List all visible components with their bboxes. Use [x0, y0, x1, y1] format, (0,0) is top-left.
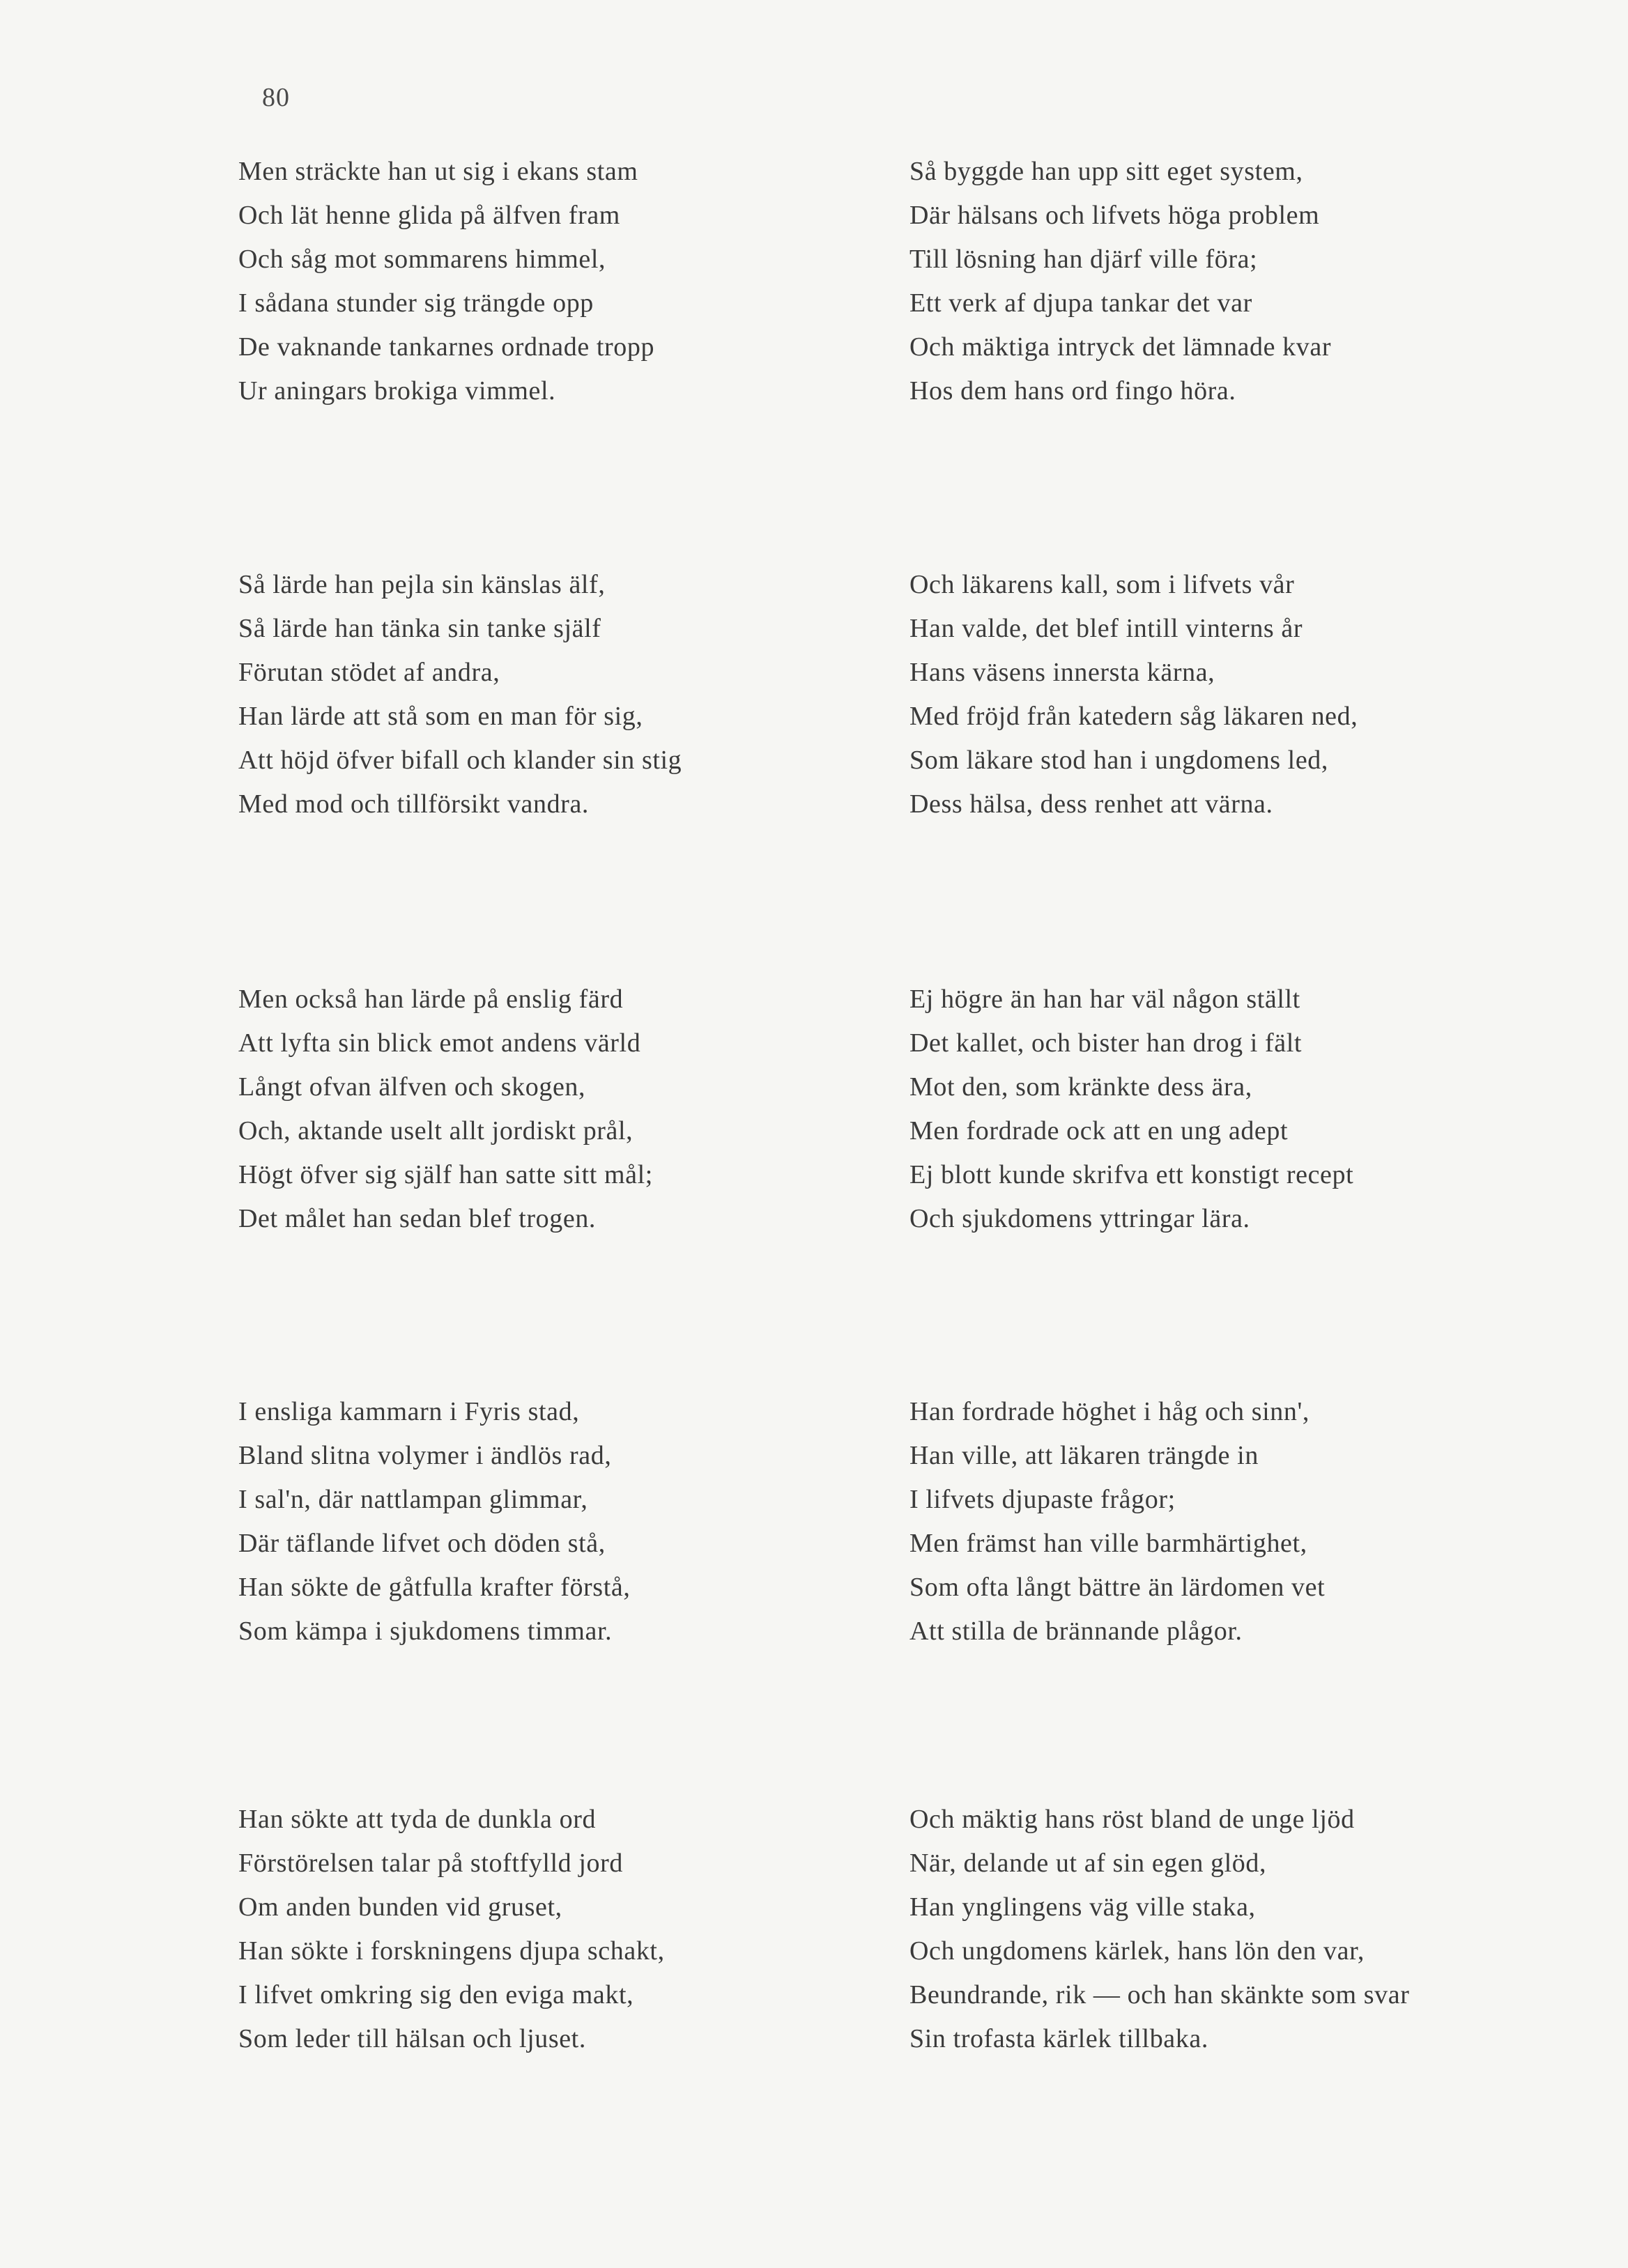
verse-line: Att höjd öfver bifall och klander sin stig: [238, 746, 682, 775]
verse-line: Och mäktiga intryck det lämnade kvar: [909, 332, 1332, 362]
verse-line: Och lät henne glida på älfven fram: [238, 201, 620, 230]
verse-line: Och, aktande uselt allt jordiskt prål,: [238, 1116, 633, 1145]
verse-line: När, delande ut af sin egen glöd,: [909, 1849, 1267, 1878]
verse-line: Men fordrade ock att en ung adept: [909, 1116, 1289, 1145]
verse-line: Som leder till hälsan och ljuset.: [238, 2024, 586, 2053]
verse-line: Om anden bunden vid gruset,: [238, 1892, 562, 1922]
verse-line: Som ofta långt bättre än lärdomen vet: [909, 1573, 1326, 1602]
verse-line: Och läkarens kall, som i lifvets vår: [909, 570, 1295, 599]
verse-line: Långt ofvan älfven och skogen,: [238, 1072, 586, 1102]
verse-line: Och såg mot sommarens himmel,: [238, 245, 606, 274]
verse-line: I sal'n, där nattlampan glimmar,: [238, 1485, 588, 1514]
verse-line: Att stilla de brännande plågor.: [909, 1617, 1243, 1646]
verse-line: Men sträckte han ut sig i ekans stam: [238, 157, 638, 186]
stanza: [238, 1390, 866, 1653]
verse-line: Som läkare stod han i ungdomens led,: [909, 746, 1329, 775]
verse-line: Ett verk af djupa tankar det var: [909, 288, 1252, 318]
verse-line: Och sjukdomens yttringar lära.: [909, 1204, 1250, 1233]
stanza: [238, 150, 866, 413]
verse-line: Med mod och tillförsikt vandra.: [238, 789, 590, 819]
verse-line: Han sökte att tyda de dunkla ord: [238, 1805, 597, 1834]
verse-line: Han sökte i forskningens djupa schakt,: [238, 1936, 665, 1966]
stanza: [909, 1798, 1537, 2061]
verse-line: Ej blott kunde skrifva ett konstigt recept: [909, 1160, 1354, 1189]
verse-line: Förutan stödet af andra,: [238, 658, 500, 687]
verse-line: Där hälsans och lifvets höga problem: [909, 201, 1320, 230]
verse-line: Han lärde att stå som en man för sig,: [238, 702, 643, 731]
verse-line: Ej högre än han har väl någon ställt: [909, 985, 1300, 1014]
verse-line: Med fröjd från katedern såg läkaren ned,: [909, 702, 1358, 731]
verse-line: Det målet han sedan blef trogen.: [238, 1204, 597, 1233]
page-number: 80: [262, 83, 290, 112]
verse-line: Bland slitna volymer i ändlös rad,: [238, 1441, 612, 1470]
verse-line: Sin trofasta kärlek tillbaka.: [909, 2024, 1208, 2053]
verse-line: Och ungdomens kärlek, hans lön den var,: [909, 1936, 1365, 1966]
verse-line: Ur aningars brokiga vimmel.: [238, 376, 556, 406]
verse-line: Dess hälsa, dess renhet att värna.: [909, 789, 1273, 819]
verse-line: Så lärde han tänka sin tanke själf: [238, 614, 601, 643]
stanza: [909, 563, 1537, 826]
verse-line: Som kämpa i sjukdomens timmar.: [238, 1617, 613, 1646]
verse-line: Så byggde han upp sitt eget system,: [909, 157, 1303, 186]
verse-line: Till lösning han djärf ville föra;: [909, 245, 1258, 274]
verse-line: De vaknande tankarnes ordnade tropp: [238, 332, 655, 362]
verse-line: Han ville, att läkaren trängde in: [909, 1441, 1259, 1470]
verse-line: I lifvets djupaste frågor;: [909, 1485, 1176, 1514]
verse-line: Hans väsens innersta kärna,: [909, 658, 1215, 687]
verse-line: Så lärde han pejla sin känslas älf,: [238, 570, 606, 599]
verse-line: Hos dem hans ord fingo höra.: [909, 376, 1236, 406]
verse-line: Och mäktig hans röst bland de unge ljöd: [909, 1805, 1355, 1834]
verse-line: I lifvet omkring sig den eviga makt,: [238, 1980, 634, 2009]
stanza: [909, 978, 1537, 1241]
verse-line: Beundrande, rik — och han skänkte som svar: [909, 1980, 1410, 2009]
verse-line: Han fordrade höghet i håg och sinn',: [909, 1397, 1310, 1426]
verse-line: Det kallet, och bister han drog i fält: [909, 1028, 1303, 1058]
verse-line: I ensliga kammarn i Fyris stad,: [238, 1397, 580, 1426]
verse-line: Han ynglingens väg ville staka,: [909, 1892, 1256, 1922]
stanza: [909, 1390, 1537, 1653]
verse-line: Högt öfver sig själf han satte sitt mål;: [238, 1160, 653, 1189]
verse-line: Han sökte de gåtfulla krafter förstå,: [238, 1573, 631, 1602]
stanza: [238, 1798, 866, 2061]
stanza: [909, 150, 1537, 413]
verse-line: Att lyfta sin blick emot andens värld: [238, 1028, 641, 1058]
verse-line: Där täflande lifvet och döden stå,: [238, 1529, 606, 1558]
verse-line: Mot den, som kränkte dess ära,: [909, 1072, 1252, 1102]
verse-line: Men också han lärde på enslig färd: [238, 985, 624, 1014]
stanza: [238, 563, 866, 826]
verse-line: Men främst han ville barmhärtighet,: [909, 1529, 1307, 1558]
verse-line: Förstörelsen talar på stoftfylld jord: [238, 1849, 623, 1878]
verse-line: I sådana stunder sig trängde opp: [238, 288, 594, 318]
verse-line: Han valde, det blef intill vinterns år: [909, 614, 1303, 643]
stanza: [238, 978, 866, 1241]
